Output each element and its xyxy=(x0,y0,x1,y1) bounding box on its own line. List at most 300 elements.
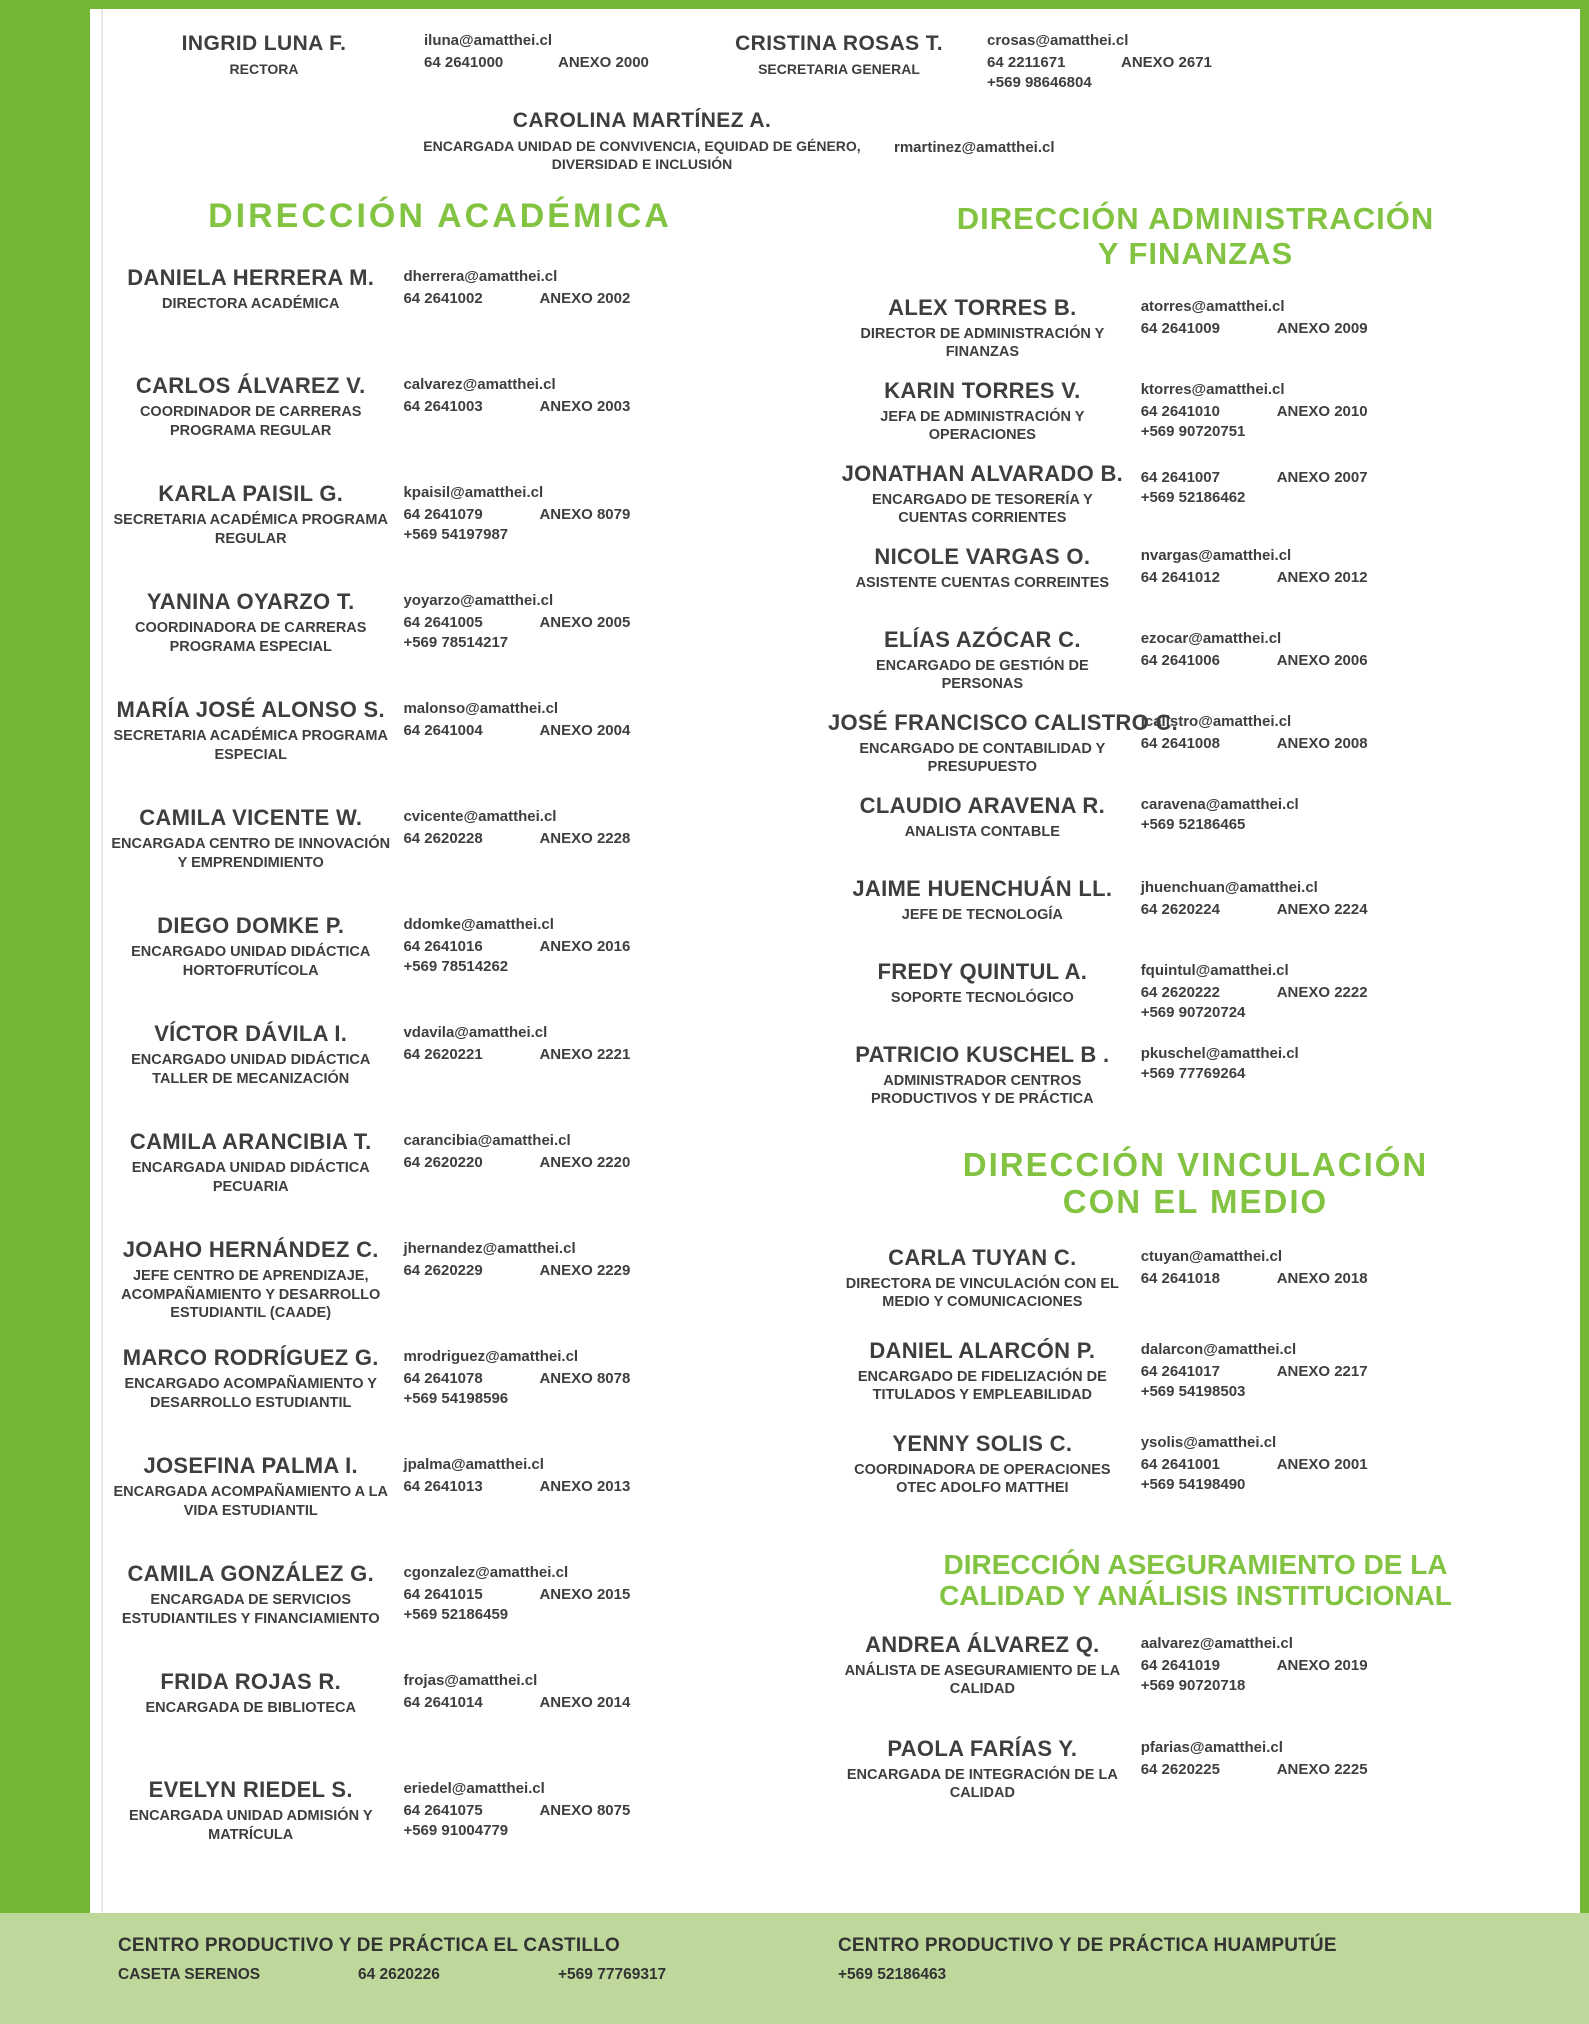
footer-item: +569 77769317 xyxy=(558,1966,667,1983)
contact-info xyxy=(399,1777,778,1839)
contact-phone: 64 2641009 xyxy=(1140,320,1220,338)
contact-name: MARÍA JOSÉ ALONSO S. xyxy=(116,697,385,723)
contact-role: JEFE CENTRO DE APRENDIZAJE, ACOMPAÑAMIENTO Y DESARROLLO ESTUDIANTIL (CAADE) xyxy=(121,1268,381,1321)
contact-phone: 64 2641008 xyxy=(1140,735,1220,753)
contact-role: DIRECTOR DE ADMINISTRACIÓN Y FINANZAS xyxy=(860,326,1105,361)
contact-anexo: ANEXO 2002 xyxy=(539,290,631,308)
contact-phone: 64 2641018 xyxy=(1140,1269,1220,1287)
contact-name: JAIME HUENCHUÁN LL. xyxy=(852,876,1113,902)
contact-mobile: +569 54197987 xyxy=(403,526,509,544)
contact-phone: 64 2641016 xyxy=(403,938,483,956)
contact-email: jhuenchuan@amatthei.cl xyxy=(1140,879,1318,897)
contact-email: mrodriguez@amatthei.cl xyxy=(403,1348,579,1366)
contact-anexo: ANEXO 2015 xyxy=(539,1586,631,1604)
contact-name: PATRICIO KUSCHEL B . xyxy=(855,1042,1110,1068)
contact-phone: 64 2641012 xyxy=(1140,569,1220,587)
contact-role: COORDINADOR DE CARRERAS PROGRAMA REGULAR xyxy=(139,404,362,439)
contact-mobile: +569 52186462 xyxy=(1140,489,1246,507)
contact-phone: 64 2641006 xyxy=(1140,652,1220,670)
phone-line xyxy=(1141,652,1563,669)
top-contacts-row-1 xyxy=(102,32,1563,91)
contact-name: ALEX TORRES B. xyxy=(888,295,1077,321)
phone-line xyxy=(1141,1363,1563,1380)
contact-info xyxy=(1137,710,1563,752)
contact-info xyxy=(1137,876,1563,918)
contact-identity xyxy=(828,876,1137,924)
footer-items xyxy=(838,1966,1337,1984)
contact-phone: 64 2641075 xyxy=(403,1802,483,1820)
contact-entry xyxy=(102,1777,778,1871)
contact-phone: 64 2641000 xyxy=(424,54,504,71)
contact-email: jhernandez@amatthei.cl xyxy=(403,1240,576,1258)
contact-phone: 64 2641001 xyxy=(1140,1455,1220,1473)
phone-line xyxy=(1141,1456,1563,1473)
contact-name: YANINA OYARZO T. xyxy=(146,589,355,615)
contact-identity xyxy=(102,265,399,313)
contact-anexo: ANEXO 2671 xyxy=(1121,54,1212,71)
contact-entry xyxy=(828,378,1563,452)
contact-name: DANIELA HERRERA M. xyxy=(127,265,375,291)
phone-line xyxy=(1141,901,1563,918)
contact-name: FRIDA ROJAS R. xyxy=(160,1669,342,1695)
contact-role: JEFE DE TECNOLOGÍA xyxy=(901,907,1063,924)
contact-role: SOPORTE TECNOLÓGICO xyxy=(890,990,1074,1007)
contact-identity xyxy=(102,1237,399,1321)
contact-role: SECRETARIA ACADÉMICA PROGRAMA REGULAR xyxy=(113,512,388,547)
contact-role: ENCARGADA DE SERVICIOS ESTUDIANTILES Y FINANCIAMIENTO xyxy=(121,1592,380,1627)
section-title-direccion-academica xyxy=(102,197,778,235)
contact-name: CRISTINA ROSAS T. xyxy=(735,32,943,55)
contact-entry xyxy=(102,1669,778,1763)
contact-role: COORDINADORA DE OPERACIONES OTEC ADOLFO MATTHEI xyxy=(854,1461,1111,1496)
top-contacts-row-2 xyxy=(102,109,1563,173)
contact-mobile: +569 54198490 xyxy=(1140,1475,1246,1493)
contact-email: fquintul@amatthei.cl xyxy=(1140,962,1289,980)
contact-entry xyxy=(102,1129,778,1223)
contact-anexo: ANEXO 2014 xyxy=(539,1694,631,1712)
contact-mobile: +569 98646804 xyxy=(987,74,1092,91)
phone-line xyxy=(403,722,778,739)
contact-email: eriedel@amatthei.cl xyxy=(403,1780,545,1798)
phone-line xyxy=(403,1802,778,1819)
contact-info xyxy=(1137,1338,1563,1400)
contact-name: CAMILA ARANCIBIA T. xyxy=(129,1129,372,1155)
contact-name: EVELYN RIEDEL S. xyxy=(148,1777,353,1803)
phone-line xyxy=(1141,1657,1563,1674)
contact-mobile: +569 90720751 xyxy=(1140,423,1246,441)
contact-name: JOSÉ FRANCISCO CALISTRO C. xyxy=(828,710,1179,736)
contact-name: ANDREA ÁLVAREZ Q. xyxy=(865,1631,1100,1657)
top-border xyxy=(0,0,1589,9)
section-title-line: CALIDAD Y ANÁLISIS INSTITUCIONAL xyxy=(939,1580,1452,1612)
contact-anexo: ANEXO 2222 xyxy=(1276,984,1368,1002)
contact-email: cvicente@amatthei.cl xyxy=(403,808,557,826)
footer-title: CENTRO PRODUCTIVO Y DE PRÁCTICA EL CASTILLO xyxy=(118,1935,620,1956)
contact-role: ENCARGADA UNIDAD ADMISIÓN Y MATRÍCULA xyxy=(128,1808,373,1843)
contact-phone: 64 2641007 xyxy=(1140,469,1220,487)
phone-line xyxy=(403,1586,778,1603)
contact-entry xyxy=(102,589,778,683)
contact-email: ezocar@amatthei.cl xyxy=(1140,630,1282,648)
contact-name: CAROLINA MARTÍNEZ A. xyxy=(512,109,772,132)
contact-mobile: +569 54198596 xyxy=(403,1390,509,1408)
contact-role: ENCARGADO UNIDAD DIDÁCTICA TALLER DE MECANIZACIÓN xyxy=(131,1052,371,1087)
contact-identity xyxy=(102,913,399,979)
contact-name: YENNY SOLIS C. xyxy=(892,1430,1073,1456)
contact-anexo: ANEXO 2221 xyxy=(539,1046,631,1064)
contact-info xyxy=(399,913,778,975)
phone-line xyxy=(403,1370,778,1387)
contact-identity xyxy=(102,697,399,763)
contact-phone: 64 2641014 xyxy=(403,1694,483,1712)
section-direccion-aseguramiento-calidad xyxy=(828,1632,1563,1832)
contact-mobile: +569 90720724 xyxy=(1140,1004,1246,1022)
contact-identity xyxy=(102,589,399,655)
contact-identity xyxy=(102,805,399,871)
contact-mobile: +569 91004779 xyxy=(403,1822,509,1840)
contact-identity xyxy=(828,793,1137,841)
contact-info xyxy=(1137,793,1563,833)
contact-phone: 64 2620224 xyxy=(1140,901,1220,919)
right-border xyxy=(1580,0,1589,1913)
contact-mobile: +569 78514217 xyxy=(403,634,509,652)
contact-role: ADMINISTRADOR CENTROS PRODUCTIVOS Y DE PRÁCTICA xyxy=(871,1073,1094,1108)
contact-phone: 64 2641005 xyxy=(403,614,483,632)
contact-phone: 64 2641010 xyxy=(1140,403,1220,421)
contact-info xyxy=(1137,627,1563,669)
contact-identity xyxy=(828,1042,1137,1108)
column-right xyxy=(828,185,1563,1885)
contact-email: pkuschel@amatthei.cl xyxy=(1140,1045,1299,1063)
phone-line xyxy=(1141,984,1563,1001)
contact-phone: 64 2620222 xyxy=(1140,984,1220,1002)
contact-name: CARLOS ÁLVAREZ V. xyxy=(135,373,366,399)
contact-identity xyxy=(102,1453,399,1519)
contact-entry xyxy=(828,295,1563,369)
contact-email: cgonzalez@amatthei.cl xyxy=(403,1564,569,1582)
contact-name: PAOLA FARÍAS Y. xyxy=(887,1735,1078,1761)
contact-email: iluna@amatthei.cl xyxy=(424,32,552,49)
contact-phone: 64 2641003 xyxy=(403,398,483,416)
footer-items xyxy=(118,1966,688,1984)
phone-line xyxy=(403,1478,778,1495)
contact-name: NICOLE VARGAS O. xyxy=(874,544,1091,570)
contact-role: ENCARGADO DE CONTABILIDAD Y PRESUPUESTO xyxy=(859,741,1106,776)
footer-centro-el-castillo xyxy=(118,1935,688,2024)
contact-email: calvarez@amatthei.cl xyxy=(403,376,556,394)
top-contact-rectora-info xyxy=(424,32,654,71)
section-title-direccion-vinculacion-medio xyxy=(828,1146,1563,1221)
contact-name: FREDY QUINTUL A. xyxy=(877,959,1088,985)
contact-name: DANIEL ALARCÓN P. xyxy=(869,1337,1096,1363)
contact-info xyxy=(399,481,778,543)
contact-info xyxy=(1137,378,1563,440)
phone-line xyxy=(424,54,654,71)
contact-info xyxy=(399,1345,778,1407)
contact-role: RECTORA xyxy=(229,61,299,77)
contact-entry xyxy=(828,710,1563,784)
contact-entry xyxy=(102,1453,778,1547)
contact-phone: 64 2641078 xyxy=(403,1370,483,1388)
contact-email: jcalistro@amatthei.cl xyxy=(1140,713,1292,731)
contact-info xyxy=(399,373,778,415)
contact-info xyxy=(399,1237,778,1279)
contact-email: yoyarzo@amatthei.cl xyxy=(403,592,554,610)
contact-role: ENCARGADA UNIDAD DE CONVIVENCIA, EQUIDAD DE GÉNERO, DIVERSIDAD E INCLUSIÓN xyxy=(423,138,861,172)
contact-email: pfarias@amatthei.cl xyxy=(1140,1738,1283,1756)
contact-phone: 64 2641079 xyxy=(403,506,483,524)
contact-anexo: ANEXO 2225 xyxy=(1276,1760,1368,1778)
contact-identity xyxy=(828,1431,1137,1497)
contact-entry xyxy=(828,876,1563,950)
contact-phone: 64 2641002 xyxy=(403,290,483,308)
contact-role: DIRECTORA DE VINCULACIÓN CON EL MEDIO Y COMUNICACIONES xyxy=(845,1275,1119,1310)
contact-role: ENCARGADO UNIDAD DIDÁCTICA HORTOFRUTÍCOLA xyxy=(131,944,371,979)
contact-name: INGRID LUNA F. xyxy=(181,32,347,55)
contact-entry xyxy=(828,1245,1563,1329)
contact-mobile: +569 52186465 xyxy=(1140,816,1246,834)
contact-identity xyxy=(828,1632,1137,1698)
contact-name: DIEGO DOMKE P. xyxy=(157,913,345,939)
contact-email: rmartinez@amatthei.cl xyxy=(894,139,1055,156)
contact-identity xyxy=(828,959,1137,1007)
contact-role: SECRETARIA GENERAL xyxy=(758,61,920,77)
contact-role: ENCARGADO DE TESORERÍA Y CUENTAS CORRIENTES xyxy=(871,492,1093,527)
contact-phone: 64 2211671 xyxy=(987,54,1066,71)
column-left xyxy=(102,185,778,1885)
phone-line xyxy=(403,398,778,415)
contact-entry xyxy=(828,1736,1563,1832)
top-contact-rectora xyxy=(144,32,384,79)
contact-info xyxy=(399,805,778,847)
section-title-line: DIRECCIÓN VINCULACIÓN xyxy=(962,1146,1429,1184)
section-title-line: Y FINANZAS xyxy=(1097,236,1294,272)
phone-line xyxy=(403,614,778,631)
contact-anexo: ANEXO 2229 xyxy=(539,1262,631,1280)
phone-line xyxy=(403,830,778,847)
contact-email: ddomke@amatthei.cl xyxy=(403,916,554,934)
contact-email: atorres@amatthei.cl xyxy=(1140,298,1285,316)
contact-role: ENCARGADO DE GESTIÓN DE PERSONAS xyxy=(876,658,1089,693)
phone-line xyxy=(403,1154,778,1171)
contact-entry xyxy=(102,805,778,899)
section-direccion-vinculacion-medio xyxy=(828,1245,1563,1515)
contact-info xyxy=(1137,1431,1563,1493)
contact-info xyxy=(1137,959,1563,1021)
contact-entry xyxy=(102,1021,778,1115)
contact-role: ENCARGADO ACOMPAÑAMIENTO Y DESARROLLO ESTUDIANTIL xyxy=(124,1376,377,1411)
contact-identity xyxy=(828,710,1179,776)
contact-name: JOAHO HERNÁNDEZ C. xyxy=(122,1237,379,1263)
contact-info xyxy=(399,1021,778,1063)
contact-anexo: ANEXO 2016 xyxy=(539,938,631,956)
contact-email: dherrera@amatthei.cl xyxy=(403,268,558,286)
contact-role: ENCARGADA CENTRO DE INNOVACIÓN Y EMPRENDIMIENTO xyxy=(111,836,391,871)
contact-role: SECRETARIA ACADÉMICA PROGRAMA ESPECIAL xyxy=(113,728,388,763)
phone-line xyxy=(403,290,778,307)
contact-entry xyxy=(102,373,778,467)
contact-mobile: +569 90720718 xyxy=(1140,1676,1246,1694)
footer-centro-huamputue xyxy=(838,1935,1337,2024)
contact-identity xyxy=(828,461,1137,527)
section-title-line: CON EL MEDIO xyxy=(1062,1183,1329,1221)
contact-info xyxy=(399,1561,778,1623)
contact-email: vdavila@amatthei.cl xyxy=(403,1024,548,1042)
contact-entry xyxy=(828,1632,1563,1728)
contact-phone: 64 2641013 xyxy=(403,1478,483,1496)
contact-info xyxy=(399,1453,778,1495)
contact-anexo: ANEXO 2018 xyxy=(1276,1269,1368,1287)
contact-entry xyxy=(828,544,1563,618)
contact-anexo: ANEXO 2005 xyxy=(539,614,631,632)
contact-anexo: ANEXO 2220 xyxy=(539,1154,631,1172)
contact-info xyxy=(399,1669,778,1711)
phone-line xyxy=(1141,569,1563,586)
contact-anexo: ANEXO 2001 xyxy=(1276,1455,1368,1473)
contact-anexo: ANEXO 2006 xyxy=(1276,652,1368,670)
contact-email: carancibia@amatthei.cl xyxy=(403,1132,571,1150)
contact-email: dalarcon@amatthei.cl xyxy=(1140,1340,1297,1358)
contact-role: ANÁLISTA DE ASEGURAMIENTO DE LA CALIDAD xyxy=(844,1662,1121,1697)
contact-anexo: ANEXO 2010 xyxy=(1276,403,1368,421)
contact-anexo: ANEXO 2012 xyxy=(1276,569,1368,587)
contact-identity xyxy=(828,544,1137,592)
contact-role: COORDINADORA DE CARRERAS PROGRAMA ESPECIAL xyxy=(134,620,367,655)
contact-name: JONATHAN ALVARADO B. xyxy=(841,461,1124,487)
top-contact-secretaria-general xyxy=(709,32,969,79)
phone-line xyxy=(403,938,778,955)
section-title-direccion-aseguramiento-calidad xyxy=(828,1549,1563,1612)
contact-role: ENCARGADA DE BIBLIOTECA xyxy=(145,1700,356,1717)
phone-line xyxy=(403,1262,778,1279)
main-content xyxy=(102,18,1563,1885)
contact-email: caravena@amatthei.cl xyxy=(1140,796,1299,814)
section-direccion-administracion-finanzas xyxy=(828,295,1563,1116)
contact-info xyxy=(1137,1736,1563,1778)
contact-name: KARIN TORRES V. xyxy=(884,378,1081,404)
contact-role: JEFA DE ADMINISTRACIÓN Y OPERACIONES xyxy=(880,409,1085,444)
contact-identity xyxy=(828,627,1137,693)
phone-line xyxy=(987,54,1267,71)
phone-line xyxy=(403,506,778,523)
contact-identity xyxy=(102,373,399,439)
phone-line xyxy=(1141,735,1563,752)
contact-entry xyxy=(102,265,778,359)
contact-name: MARCO RODRÍGUEZ G. xyxy=(122,1345,379,1371)
section-title-line: DIRECCIÓN ADMINISTRACIÓN xyxy=(956,201,1435,236)
contact-entry xyxy=(828,1431,1563,1515)
contact-info xyxy=(399,589,778,651)
contact-info xyxy=(1137,1042,1563,1082)
contact-phone: 64 2620220 xyxy=(403,1154,483,1172)
contact-info xyxy=(1137,1245,1563,1287)
contact-entry xyxy=(102,481,778,575)
contact-identity xyxy=(828,295,1137,361)
contact-identity xyxy=(102,1669,399,1717)
contact-name: VÍCTOR DÁVILA I. xyxy=(154,1021,348,1047)
contact-identity xyxy=(102,1129,399,1195)
contact-entry xyxy=(102,697,778,791)
contact-anexo: ANEXO 2009 xyxy=(1276,320,1368,338)
contact-phone: 64 2641004 xyxy=(403,722,483,740)
contact-anexo: ANEXO 2019 xyxy=(1276,1656,1368,1674)
phone-line xyxy=(1141,320,1563,337)
contact-mobile: +569 78514262 xyxy=(403,958,509,976)
footer-title: CENTRO PRODUCTIVO Y DE PRÁCTICA HUAMPUTÚE xyxy=(838,1935,1337,1956)
section-title-line: DIRECCIÓN ACADÉMICA xyxy=(208,197,672,235)
contact-anexo: ANEXO 2224 xyxy=(1276,901,1368,919)
contact-info xyxy=(399,1129,778,1171)
contact-name: CARLA TUYAN C. xyxy=(888,1244,1077,1270)
phone-line xyxy=(1141,403,1563,420)
contact-identity xyxy=(102,1021,399,1087)
contact-entry xyxy=(828,793,1563,867)
contact-phone: 64 2620221 xyxy=(403,1046,483,1064)
contact-anexo: ANEXO 2013 xyxy=(539,1478,631,1496)
phone-line xyxy=(403,1694,778,1711)
contact-role: DIRECTORA ACADÉMICA xyxy=(161,296,340,313)
contact-anexo: ANEXO 2000 xyxy=(558,54,649,71)
contact-role: ASISTENTE CUENTAS CORREINTES xyxy=(855,575,1110,592)
contact-identity xyxy=(828,378,1137,444)
contact-anexo: ANEXO 8075 xyxy=(539,1802,631,1820)
contact-email: aalvarez@amatthei.cl xyxy=(1140,1634,1293,1652)
contact-entry xyxy=(102,1237,778,1331)
phone-line xyxy=(1141,1270,1563,1287)
contact-entry xyxy=(828,461,1563,535)
contact-info xyxy=(399,265,778,307)
contact-phone: 64 2641015 xyxy=(403,1586,483,1604)
contact-entry xyxy=(828,959,1563,1033)
contact-entry xyxy=(828,1042,1563,1116)
section-direccion-academica xyxy=(102,265,778,1871)
contact-role: ENCARGADA DE INTEGRACIÓN DE LA CALIDAD xyxy=(846,1766,1118,1801)
contact-email: ktorres@amatthei.cl xyxy=(1140,381,1285,399)
contact-anexo: ANEXO 2228 xyxy=(539,830,631,848)
contact-mobile: +569 54198503 xyxy=(1140,1382,1246,1400)
footer-item: +569 52186463 xyxy=(838,1966,947,1983)
contact-name: CLAUDIO ARAVENA R. xyxy=(859,793,1106,819)
contact-role: ENCARGADA ACOMPAÑAMIENTO A LA VIDA ESTUDIANTIL xyxy=(113,1484,388,1519)
contact-name: CAMILA GONZÁLEZ G. xyxy=(127,1561,374,1587)
contact-name: CAMILA VICENTE W. xyxy=(139,805,363,831)
contact-email: kpaisil@amatthei.cl xyxy=(403,484,544,502)
contact-identity xyxy=(102,1345,399,1411)
contact-email: malonso@amatthei.cl xyxy=(403,700,559,718)
contact-entry xyxy=(828,1338,1563,1422)
contact-info xyxy=(1137,295,1563,337)
footer xyxy=(0,1913,1589,2024)
contact-email: crosas@amatthei.cl xyxy=(987,32,1129,49)
columns xyxy=(102,185,1563,1885)
contact-phone: 64 2641017 xyxy=(1140,1362,1220,1380)
contact-entry xyxy=(102,1561,778,1655)
contact-identity xyxy=(828,1736,1137,1802)
contact-email: ctuyan@amatthei.cl xyxy=(1140,1247,1283,1265)
contact-role: ENCARGADO DE FIDELIZACIÓN DE TITULADOS Y EMPLEABILIDAD xyxy=(857,1368,1107,1403)
phone-line xyxy=(1141,1761,1563,1778)
contact-info xyxy=(399,697,778,739)
section-title-line: DIRECCIÓN ASEGURAMIENTO DE LA xyxy=(943,1548,1448,1580)
footer-item: CASETA SERENOS xyxy=(118,1966,261,1983)
phone-line xyxy=(403,1046,778,1063)
contact-name: JOSEFINA PALMA I. xyxy=(143,1453,358,1479)
contact-info xyxy=(1137,544,1563,586)
contact-phone: 64 2620228 xyxy=(403,830,483,848)
phone-line xyxy=(1141,469,1563,486)
contact-anexo: ANEXO 8078 xyxy=(539,1370,631,1388)
contact-mobile: +569 77769264 xyxy=(1140,1065,1246,1083)
